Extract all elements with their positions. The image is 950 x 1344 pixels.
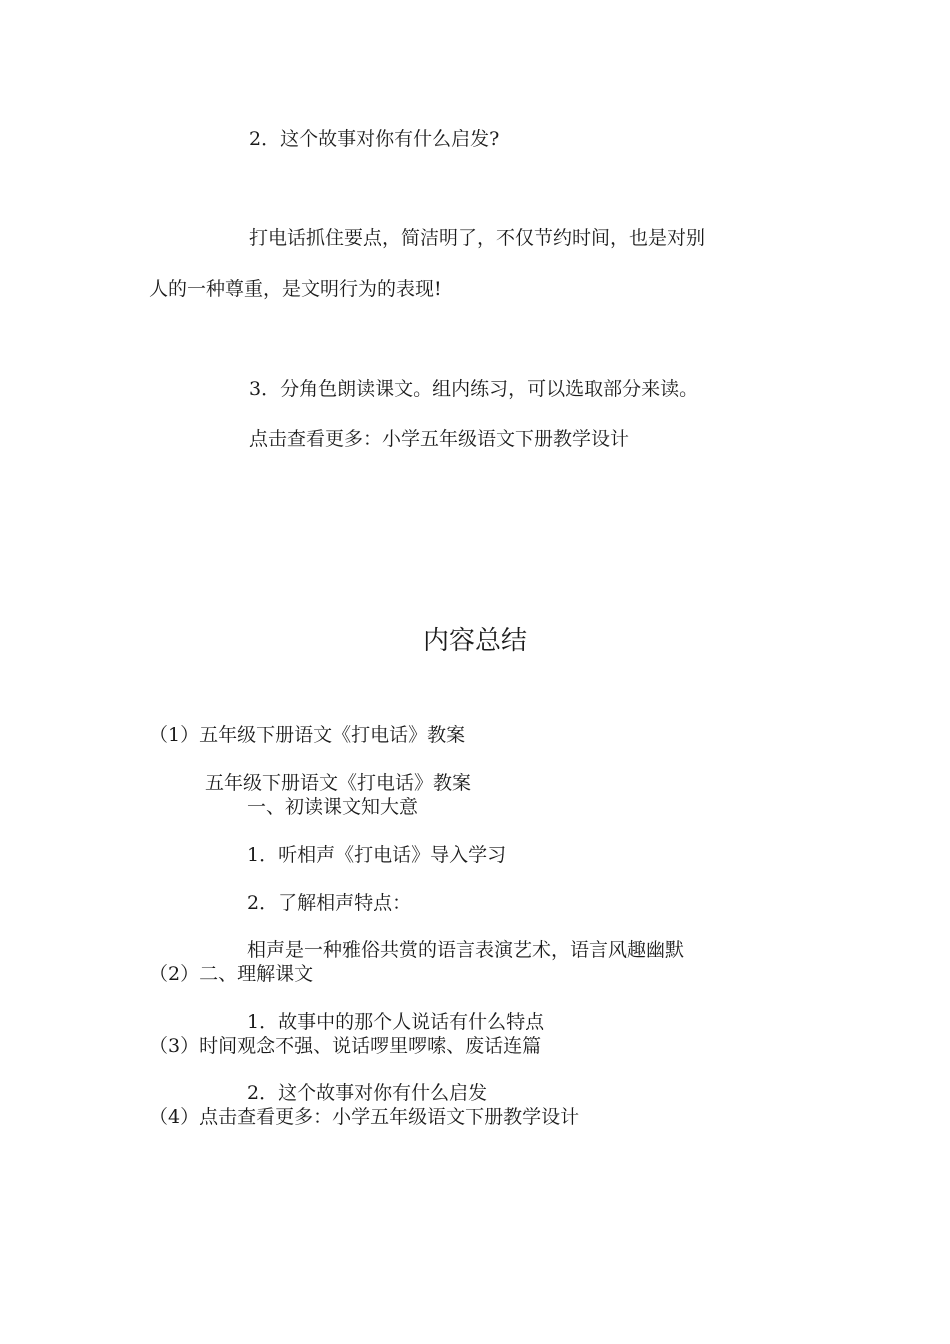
question-2: 2．这个故事对你有什么启发? (249, 128, 500, 150)
summary-item-4[interactable]: （4）点击查看更多：小学五年级语文下册教学设计 (149, 1106, 580, 1128)
summary-section-1: 一、初读课文知大意 (247, 796, 419, 818)
summary-doc-title: 五年级下册语文《打电话》教案 (205, 772, 472, 794)
answer-line-1: 打电话抓住要点，简洁明了，不仅节约时间，也是对别 (249, 227, 706, 249)
summary-section-1-point-1: 1．听相声《打电话》导入学习 (247, 844, 507, 866)
summary-item-2: （2）二、理解课文 (149, 963, 314, 985)
summary-section-2-point-1: 1．故事中的那个人说话有什么特点 (247, 1011, 545, 1033)
summary-item-1: （1）五年级下册语文《打电话》教案 (149, 724, 466, 746)
summary-title: 内容总结 (422, 626, 527, 656)
summary-section-2-point-2: 2．这个故事对你有什么启发 (247, 1082, 488, 1104)
summary-section-1-point-2: 2．了解相声特点： (247, 892, 412, 914)
more-link[interactable]: 点击查看更多：小学五年级语文下册教学设计 (249, 428, 630, 450)
question-3: 3．分角色朗读课文。组内练习，可以选取部分来读。 (249, 378, 699, 400)
summary-item-3: （3）时间观念不强、说话啰里啰嗦、废话连篇 (149, 1035, 542, 1057)
answer-line-2: 人的一种尊重，是文明行为的表现! (149, 278, 442, 300)
summary-section-1-detail: 相声是一种雅俗共赏的语言表演艺术，语言风趣幽默 (247, 939, 685, 961)
